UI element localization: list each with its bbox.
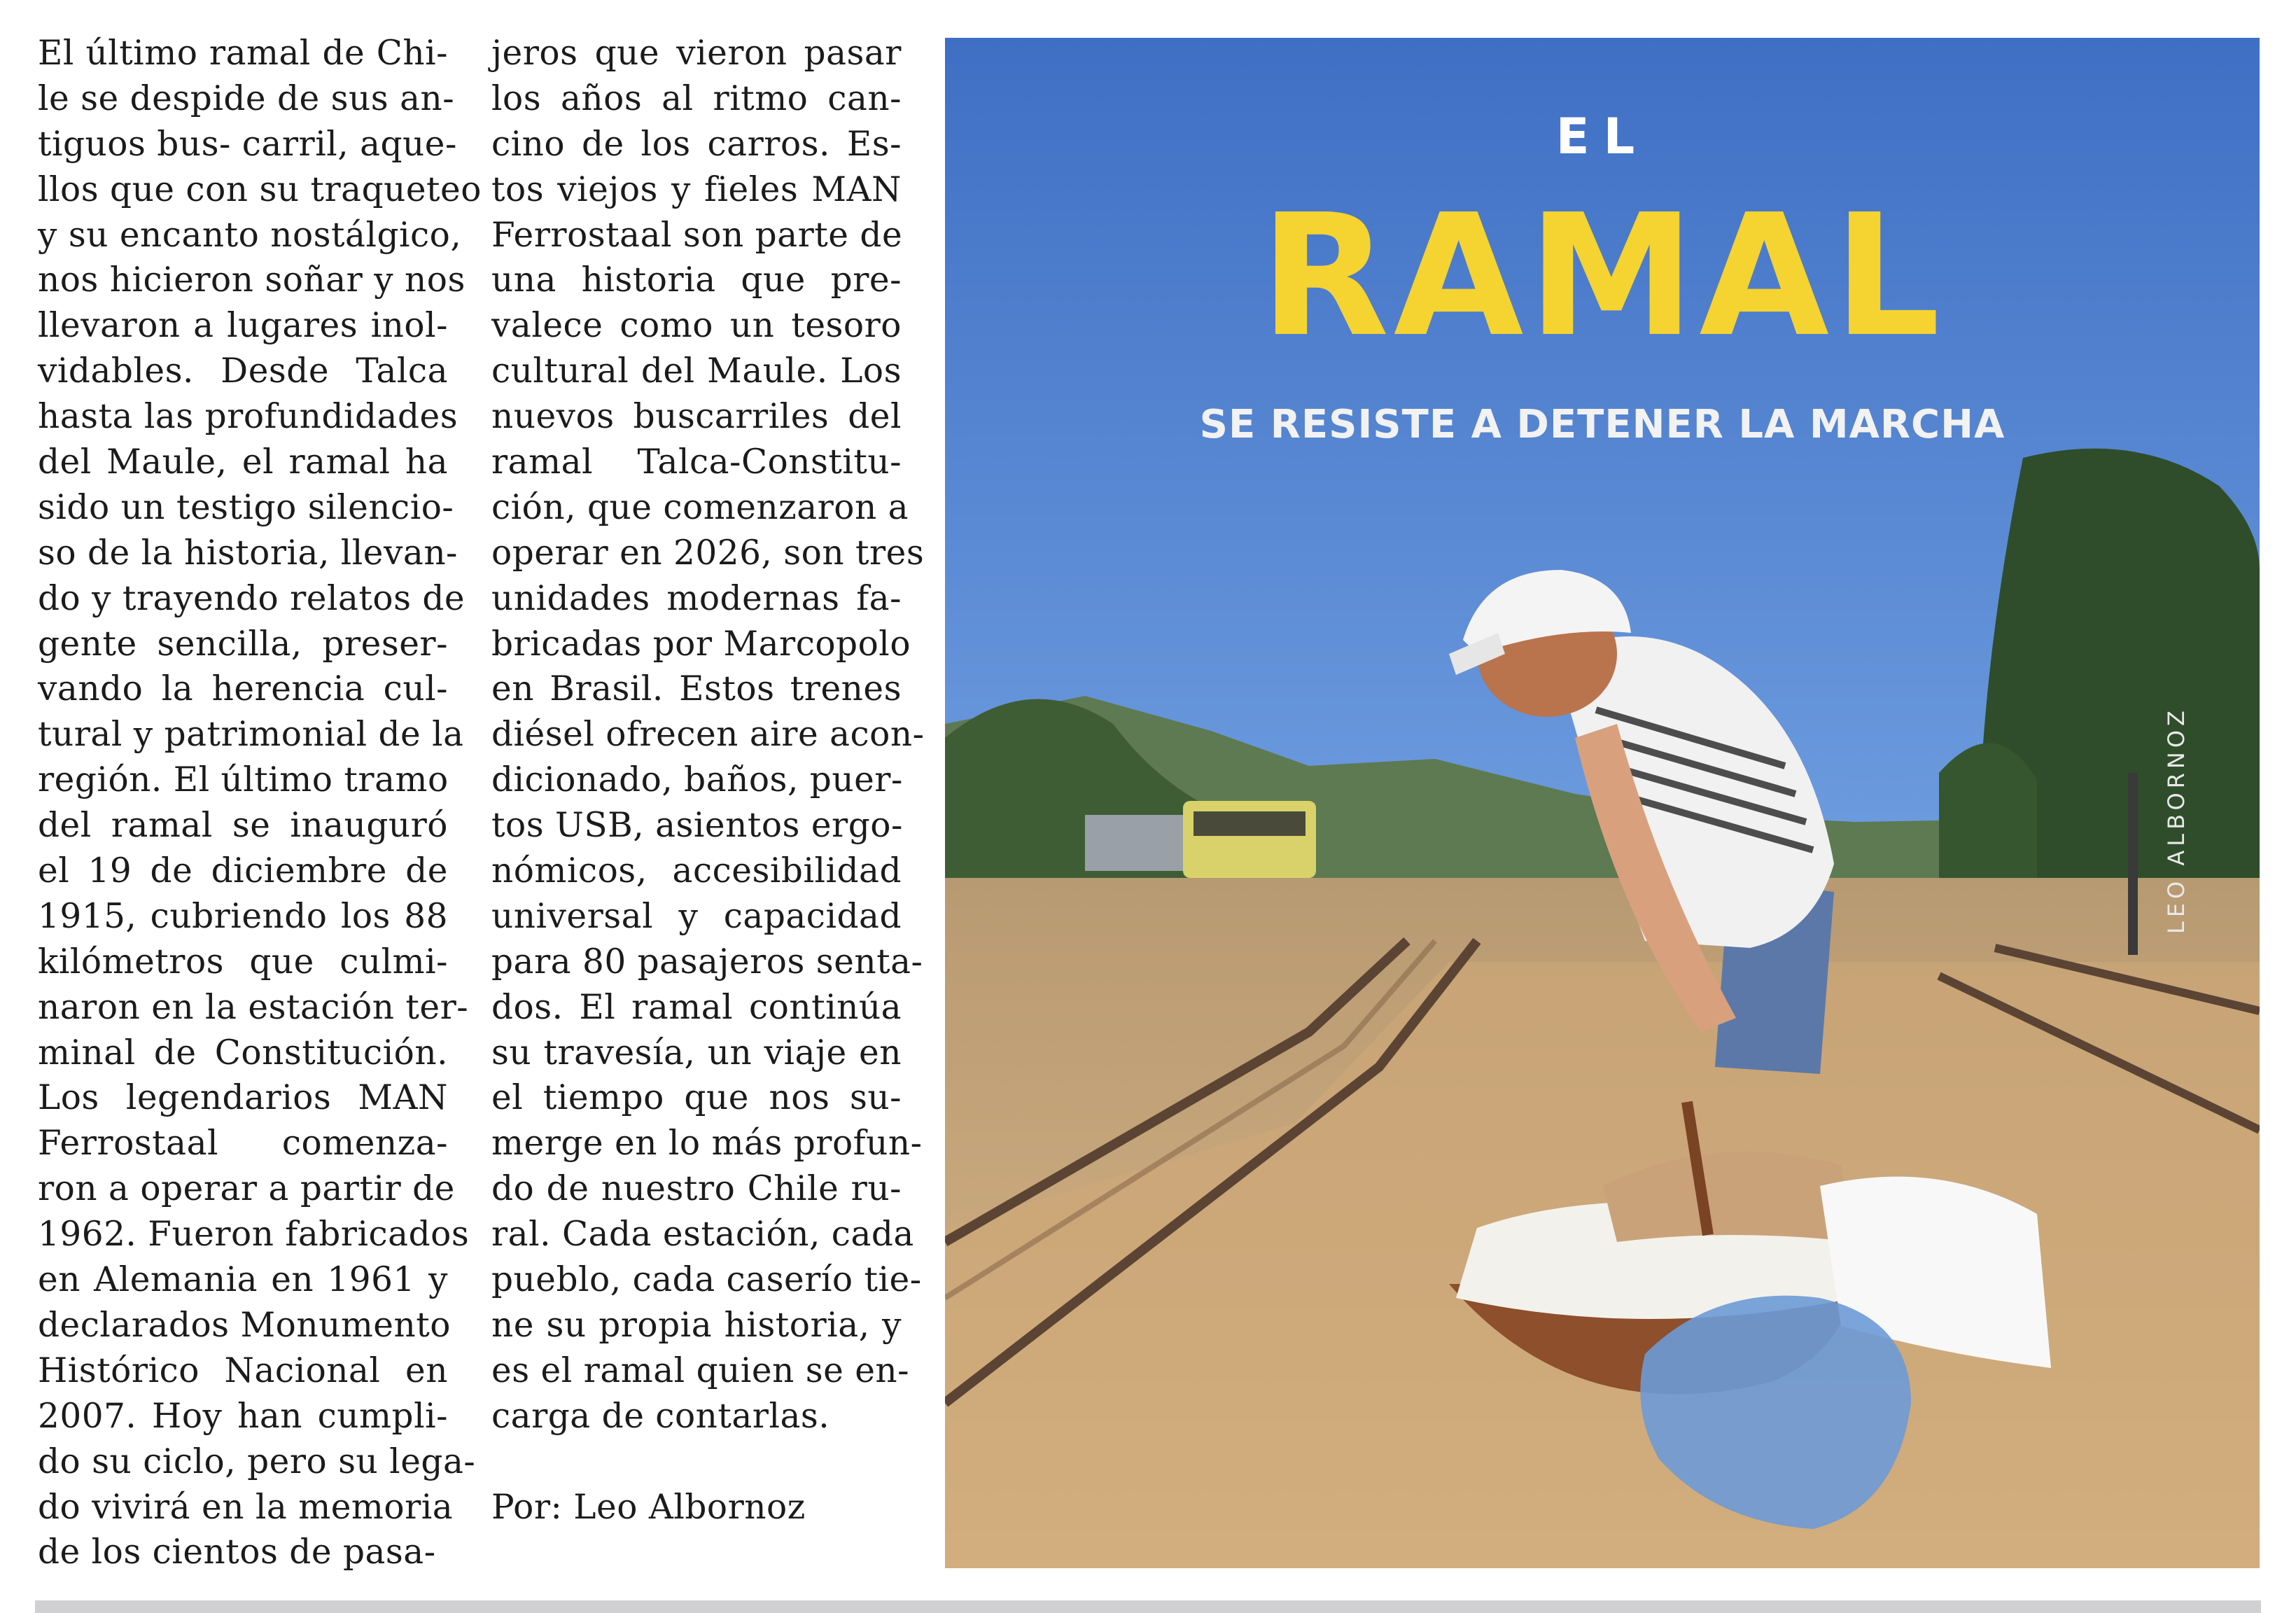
article-line: sido un testigo silencio-	[38, 487, 454, 527]
article-line: tos viejos y fieles MAN	[491, 169, 902, 209]
article-line: nos hicieron soñar y nos	[38, 260, 465, 300]
article-line: tiguos bus- carril, aque-	[38, 124, 457, 164]
article-line: operar en 2026, son tres	[491, 533, 925, 573]
article-line: Ferrostaal son parte de	[491, 215, 903, 255]
article-line: ne su propia historia, y	[491, 1305, 902, 1345]
article-line: cino de los carros. Es-	[491, 124, 902, 164]
article-line: es el ramal quien se en-	[491, 1350, 910, 1390]
article-line: naron en la estación ter-	[38, 987, 469, 1027]
article-line: pueblo, cada caserío tie-	[491, 1260, 922, 1300]
article-line: Histórico Nacional en	[38, 1350, 448, 1390]
poster-subtitle: SE RESISTE A DETENER LA MARCHA	[1199, 402, 2005, 447]
article-line: ción, que comenzaron a	[491, 487, 909, 527]
article-line: nuevos buscarriles del	[491, 397, 902, 437]
article-line: le se despide de sus an-	[38, 78, 455, 118]
article-line: nómicos, accesibilidad	[491, 851, 902, 891]
article-line: universal y capacidad	[491, 896, 902, 936]
article-line: kilómetros que culmi-	[38, 942, 448, 982]
article-line: el tiempo que nos su-	[491, 1078, 902, 1118]
poster-title-el: EL	[1555, 108, 1649, 165]
article-line: cultural del Maule. Los	[491, 351, 902, 391]
article-middle-column	[491, 31, 925, 1530]
article-line: diésel ofrecen aire acon-	[491, 715, 925, 755]
article-line: del Maule, el ramal ha	[38, 442, 448, 482]
article-line: hasta las profundidades	[38, 397, 458, 437]
article-line: carga de contarlas.	[491, 1396, 830, 1436]
article-line: bricadas por Marcopolo	[491, 624, 911, 664]
article-line: do vivirá en la memoria	[38, 1487, 454, 1527]
article-line: región. El último tramo	[38, 760, 449, 800]
article-line: los años al ritmo can-	[491, 78, 902, 118]
article-line: 1962. Fueron fabricados	[38, 1215, 470, 1255]
article-line: dos. El ramal continúa	[491, 987, 902, 1027]
article-line: ron a operar a partir de	[38, 1169, 455, 1209]
article-line: ral. Cada estación, cada	[491, 1215, 914, 1255]
article-line: jeros que vieron pasar	[491, 34, 902, 73]
article-line: El último ramal de Chi-	[38, 34, 448, 73]
article-line: en Alemania en 1961 y	[38, 1260, 448, 1300]
poster-title-ramal: RAMAL	[1259, 178, 1945, 374]
article-line: y su encanto nostálgico,	[38, 215, 462, 255]
photo-credit: LEO ALBORNOZ	[2163, 706, 2190, 934]
article-line: do su ciclo, pero su lega-	[38, 1441, 476, 1481]
article-line: merge en lo más profun-	[491, 1124, 923, 1164]
article-line: tural y patrimonial de la	[38, 715, 464, 755]
article-line: de los cientos de pasa-	[38, 1532, 436, 1572]
article-line: so de la historia, llevan-	[38, 533, 458, 573]
article-line: vando la herencia cul-	[38, 669, 448, 709]
article-line: tos USB, asientos ergo-	[491, 806, 903, 846]
article-line: llevaron a lugares inol-	[38, 306, 448, 346]
article-line: 2007. Hoy han cumpli-	[38, 1396, 448, 1436]
article-line: ramal Talca-Constitu-	[491, 442, 902, 482]
article-line: declarados Monumento	[38, 1305, 451, 1345]
article-line: del ramal se inauguró	[38, 806, 448, 846]
article-line: gente sencilla, preser-	[38, 624, 448, 664]
article-line: su travesía, un viaje en	[491, 1033, 902, 1073]
byline: Por: Leo Albornoz	[491, 1487, 806, 1527]
feature-photo	[945, 38, 2260, 1568]
article-line: do de nuestro Chile ru-	[491, 1169, 902, 1209]
article-line: el 19 de diciembre de	[38, 851, 448, 891]
article-line: Los legendarios MAN	[38, 1078, 448, 1118]
article-line: para 80 pasajeros senta-	[491, 942, 923, 982]
article-line: una historia que pre-	[491, 260, 902, 300]
article-line: minal de Constitución.	[38, 1033, 448, 1073]
page-bottom-divider	[35, 1600, 2261, 1613]
byline-spacer	[491, 1439, 902, 1485]
article-line: 1915, cubriendo los 88	[38, 896, 448, 936]
article-line: unidades modernas fa-	[491, 578, 902, 618]
article-line: do y trayendo relatos de	[38, 578, 465, 618]
article-line: vidables. Desde Talca	[38, 351, 448, 391]
article-line: en Brasil. Estos trenes	[491, 669, 902, 709]
article-line: llos que con su traqueteo	[38, 169, 482, 209]
article-line: valece como un tesoro	[491, 306, 902, 346]
article-line: dicionado, baños, puer-	[491, 760, 903, 800]
article-line: Ferrostaal comenza-	[38, 1124, 448, 1164]
article-left-column	[38, 31, 482, 1575]
